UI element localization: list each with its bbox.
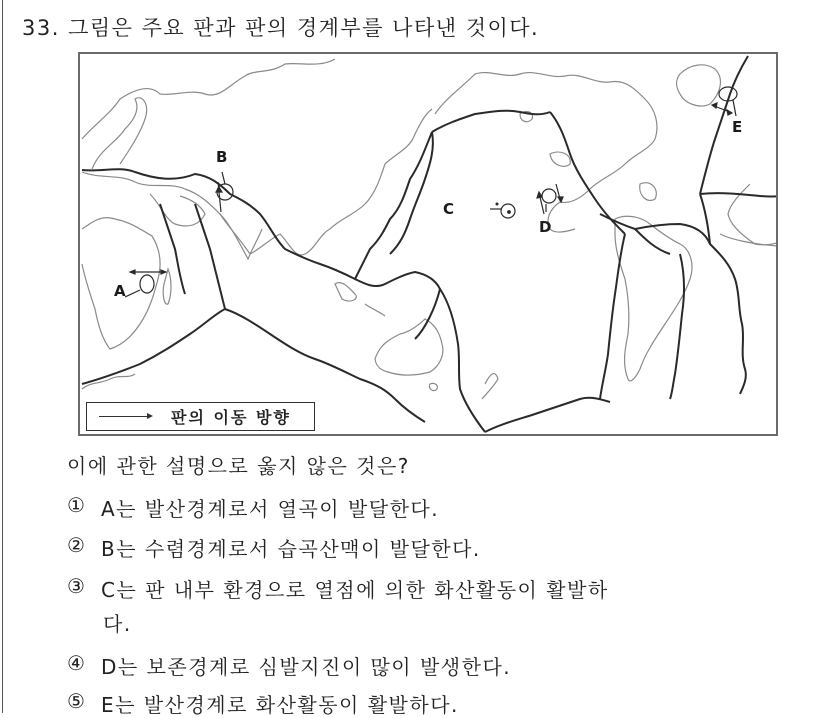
site-markers bbox=[125, 87, 737, 297]
option-marker: ⑤ bbox=[67, 689, 87, 713]
answer-option-4[interactable] bbox=[67, 651, 511, 680]
answer-option-3[interactable] bbox=[67, 574, 609, 603]
option-text: B는 수렴경계로서 습곡산맥이 발달한다. bbox=[101, 537, 481, 561]
answer-option-2[interactable] bbox=[67, 533, 481, 562]
map-label-b: B bbox=[216, 148, 228, 166]
world-map-figure bbox=[80, 54, 778, 436]
right-arrow-icon bbox=[99, 412, 155, 422]
coastlines bbox=[82, 59, 778, 399]
map-label-d: D bbox=[539, 218, 552, 236]
option-text: C는 판 내부 환경으로 열점에 의한 화산활동이 활발하 bbox=[101, 578, 609, 602]
map-label-e: E bbox=[732, 118, 743, 136]
option-marker: ③ bbox=[67, 574, 87, 598]
plate-boundary-map bbox=[78, 52, 778, 436]
option-marker: ② bbox=[67, 533, 87, 557]
question-title: 33. 그림은 주요 판과 판의 경계부를 나타낸 것이다. bbox=[22, 16, 540, 40]
option-text: A는 발산경계로서 열곡이 발달한다. bbox=[101, 497, 440, 521]
option-text: D는 보존경계로 심발지진이 많이 발생한다. bbox=[101, 655, 512, 679]
option-text: E는 발산경계로 화산활동이 활발하다. bbox=[101, 693, 459, 717]
option-marker: ④ bbox=[67, 651, 87, 675]
map-label-c: C bbox=[443, 200, 455, 218]
legend-label: 판의 이동 방향 bbox=[171, 408, 291, 427]
plate-boundaries bbox=[82, 56, 778, 432]
answer-option-5[interactable] bbox=[67, 689, 459, 718]
option-marker: ① bbox=[67, 493, 87, 517]
map-label-a: A bbox=[114, 282, 126, 300]
answer-option-1[interactable] bbox=[67, 493, 439, 522]
page-left-border bbox=[2, 0, 3, 713]
map-legend bbox=[86, 402, 315, 431]
answer-option-3-continuation: 다. bbox=[103, 612, 132, 636]
question-prompt: 이에 관한 설명으로 옳지 않은 것은? bbox=[67, 454, 410, 478]
